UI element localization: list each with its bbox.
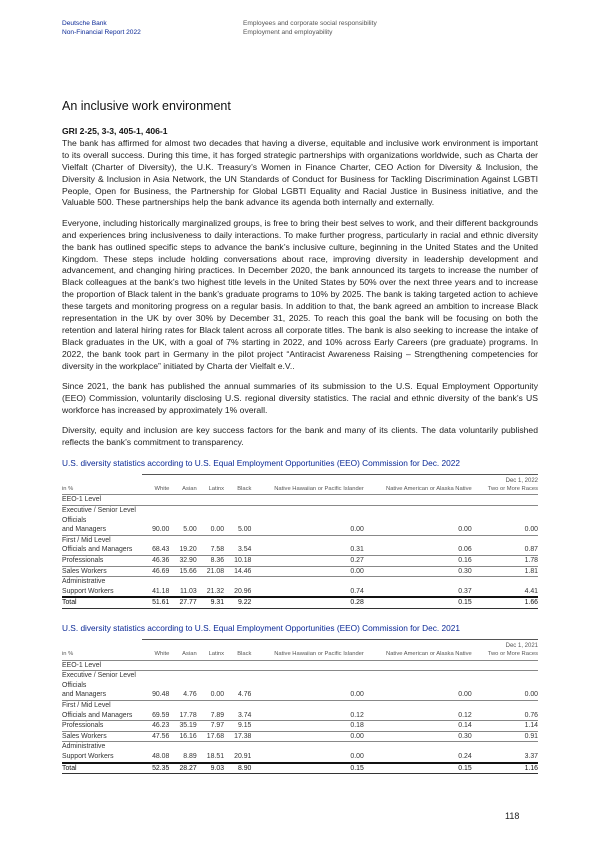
- column-header: Native Hawaiian or Pacific Islander: [251, 651, 363, 660]
- cell-value: 1.66: [472, 597, 538, 609]
- cell-value: 0.15: [364, 763, 472, 775]
- cell-value: 32.90: [169, 556, 196, 567]
- row-label-line: and Managers: [62, 690, 142, 701]
- cell-value: [251, 661, 363, 672]
- row-label: Sales Workers: [62, 732, 142, 743]
- row-label: Sales Workers: [62, 567, 142, 578]
- cell-value: 68.43: [142, 545, 169, 556]
- table-date: Dec 1, 2021: [142, 639, 538, 652]
- cell-value: 0.74: [251, 587, 363, 598]
- table-header-row: [62, 486, 538, 495]
- column-header: Two or More Races: [472, 486, 538, 495]
- cell-value: 0.15: [251, 763, 363, 775]
- paragraph: Since 2021, the bank has published the annual summaries of its submission to the U.S. Equal Employment Opportunity (EEO) Commission, voluntarily disclosing U.S. regional diversity statistics. The racial and ethnic diversity of the bank’s US workforce has increased by approximately 1% overall.: [62, 381, 538, 415]
- cell-value: 0.24: [364, 752, 472, 763]
- row-label-line: Administrative: [62, 743, 106, 751]
- table-row: [62, 711, 538, 722]
- cell-value: 0.00: [251, 690, 363, 701]
- cell-value: 1.14: [472, 721, 538, 732]
- cell-value: 16.16: [169, 732, 196, 743]
- row-label-line: Officials and Managers: [62, 545, 142, 556]
- cell-value: 0.76: [472, 711, 538, 722]
- column-header: Asian: [169, 486, 196, 495]
- cell-value: 17.78: [169, 711, 196, 722]
- section-name: Employees and corporate social responsibility: [243, 20, 377, 27]
- cell-value: 3.74: [224, 711, 251, 722]
- table-row: [62, 752, 538, 763]
- cell-value: 4.76: [224, 690, 251, 701]
- row-label: Total: [62, 763, 142, 775]
- row-label-line: First / Mid Level: [62, 536, 111, 544]
- page-number: 118: [505, 811, 520, 821]
- cell-value: 0.00: [251, 732, 363, 743]
- cell-value: 7.58: [197, 545, 224, 556]
- cell-value: 9.15: [224, 721, 251, 732]
- row-label-line: Executive / Senior Level Officials: [62, 672, 136, 689]
- cell-value: 10.18: [224, 556, 251, 567]
- cell-value: 0.00: [364, 690, 472, 701]
- cell-value: [224, 495, 251, 506]
- cell-value: 0.00: [364, 525, 472, 536]
- tables-container: [62, 458, 538, 774]
- cell-value: 46.23: [142, 721, 169, 732]
- cell-value: 0.87: [472, 545, 538, 556]
- cell-value: [142, 661, 169, 672]
- table-row: [62, 495, 538, 506]
- cell-value: 47.56: [142, 732, 169, 743]
- column-header: Black: [224, 486, 251, 495]
- cell-value: 8.89: [169, 752, 196, 763]
- diversity-table: [62, 639, 538, 774]
- paragraph: The bank has affirmed for almost two decades that having a diverse, equitable and inclusive work environment is important to its overall success. During this time, it has forged strategic partnerships with organizations worldwide, such as Charta der Vielfalt (Charter of Diversity), the U.K. Treasury’s Women in Finance Charter, CEO Action for Diversity & Inclusion, the Diversity & Inclusion in Asia Network, the UN Standards of Conduct for Business for Tackling Discrimination Against LGBTI People, Open for Business, the Partnership for Global LGBTI Equality and Racial Justice in Business initiative, and the Valuable 500. These partnerships help the bank advance its agenda both internally and externally.: [62, 137, 538, 208]
- cell-value: 5.00: [169, 525, 196, 536]
- cell-value: 48.08: [142, 752, 169, 763]
- row-label: EEO-1 Level: [62, 661, 142, 672]
- cell-value: 8.90: [224, 763, 251, 775]
- cell-value: 41.18: [142, 587, 169, 598]
- column-header: Native American or Alaska Native: [364, 486, 472, 495]
- cell-value: [472, 661, 538, 672]
- total-row: [62, 597, 538, 609]
- cell-value: 0.00: [251, 567, 363, 578]
- table-date: Dec 1, 2022: [142, 474, 538, 487]
- table-row: [62, 545, 538, 556]
- table-row: [62, 661, 538, 672]
- cell-value: 51.61: [142, 597, 169, 609]
- cell-value: 0.14: [364, 721, 472, 732]
- table-title: U.S. diversity statistics according to U.S. Equal Employment Opportunities (EEO) Commission for Dec. 2021: [62, 622, 460, 633]
- row-label-line: and Managers: [62, 525, 142, 536]
- cell-value: 0.16: [364, 556, 472, 567]
- cell-value: 0.31: [251, 545, 363, 556]
- cell-value: 0.30: [364, 732, 472, 743]
- cell-value: 0.28: [251, 597, 363, 609]
- cell-value: 7.89: [197, 711, 224, 722]
- cell-value: 0.91: [472, 732, 538, 743]
- cell-value: 11.03: [169, 587, 196, 598]
- table-row: [62, 567, 538, 578]
- cell-value: 0.00: [472, 690, 538, 701]
- total-row: [62, 763, 538, 775]
- paragraph: Diversity, equity and inclusion are key success factors for the bank and many of its clients. The data voluntarily published reflects the bank’s commitment to transparency.: [62, 425, 538, 448]
- cell-value: [224, 661, 251, 672]
- cell-value: 9.22: [224, 597, 251, 609]
- cell-value: 0.00: [472, 525, 538, 536]
- cell-value: [197, 661, 224, 672]
- row-label-line: First / Mid Level: [62, 701, 111, 709]
- cell-value: 28.27: [169, 763, 196, 775]
- column-header: Native American or Alaska Native: [364, 651, 472, 660]
- cell-value: 15.66: [169, 567, 196, 578]
- cell-value: 0.15: [364, 597, 472, 609]
- subsection-name: Employment and employability: [243, 28, 333, 36]
- diversity-table: [62, 474, 538, 609]
- paragraph: Everyone, including historically marginalized groups, is free to bring their best selves to work, and their different backgrounds and experiences bring inclusiveness to daily interactions. To make further progress, particularly in racial and ethnic diversity the bank has outlined specific steps to advance the bank’s inclusive culture, beginning in the United States and the United Kingdom. These steps include holding conversations about race, improving diversity in leadership development and advancement, and changing hiring practices. In December 2020, the bank announced its targets to increase the number of Black colleagues at the bank’s two highest title levels in the United States by 50% over the next three years and to increase the proportion of Black talent in the bank’s graduate programs to 10% by 2025. The bank is taking targeted action to achieve these targets and monitoring progress on a regular basis. In addition to that, the bank agreed an ambition to increase Black representation in the UK by over 30% by December 31, 2025. To reach this goal the bank will be focusing on both the retention and lateral hiring rates for Black talent across all corporate titles. The bank is also seeking to increase the intake of Black graduates in the UK, with a goal of 7% starting in 2022, and 10% across Early Careers (pre graduate) programs. In 2022, the bank took part in Germany in the pilot project “Antiracist Awareness Raising – Strengthening competencies for diversity in the workplace” initiated by Charta der Vielfalt e.V..: [62, 217, 538, 371]
- cell-value: 0.00: [197, 525, 224, 536]
- cell-value: 21.32: [197, 587, 224, 598]
- cell-value: 4.41: [472, 587, 538, 598]
- org-name: Deutsche Bank: [62, 20, 107, 27]
- cell-value: 27.77: [169, 597, 196, 609]
- cell-value: [169, 495, 196, 506]
- cell-value: 9.03: [197, 763, 224, 775]
- table-row: [62, 556, 538, 567]
- cell-value: 20.96: [224, 587, 251, 598]
- table-title: U.S. diversity statistics according to U.S. Equal Employment Opportunities (EEO) Commission for Dec. 2022: [62, 457, 460, 468]
- cell-value: [142, 495, 169, 506]
- main-content: [62, 126, 538, 774]
- column-header: Two or More Races: [472, 651, 538, 660]
- cell-value: [364, 661, 472, 672]
- column-header: in %: [62, 651, 142, 660]
- cell-value: 35.19: [169, 721, 196, 732]
- row-label-line: Support Workers: [62, 752, 142, 763]
- cell-value: 17.68: [197, 732, 224, 743]
- cell-value: 69.59: [142, 711, 169, 722]
- gri-reference: GRI 2-25, 3-3, 405-1, 406-1: [62, 126, 168, 136]
- cell-value: 1.16: [472, 763, 538, 775]
- cell-value: 0.12: [251, 711, 363, 722]
- page-title: An inclusive work environment: [62, 99, 231, 113]
- cell-value: 0.00: [251, 752, 363, 763]
- cell-value: 5.00: [224, 525, 251, 536]
- cell-value: 90.48: [142, 690, 169, 701]
- cell-value: 20.91: [224, 752, 251, 763]
- cell-value: [472, 495, 538, 506]
- cell-value: 0.37: [364, 587, 472, 598]
- row-label: Professionals: [62, 721, 142, 732]
- table-row: [62, 525, 538, 536]
- table-row: [62, 587, 538, 598]
- column-header: Native Hawaiian or Pacific Islander: [251, 486, 363, 495]
- cell-value: 21.08: [197, 567, 224, 578]
- cell-value: 1.78: [472, 556, 538, 567]
- cell-value: 0.12: [364, 711, 472, 722]
- cell-value: 19.20: [169, 545, 196, 556]
- cell-value: 17.38: [224, 732, 251, 743]
- column-header: Black: [224, 651, 251, 660]
- cell-value: 7.97: [197, 721, 224, 732]
- cell-value: 8.36: [197, 556, 224, 567]
- cell-value: 0.18: [251, 721, 363, 732]
- row-label-line: Administrative: [62, 578, 106, 586]
- row-label: Total: [62, 597, 142, 609]
- row-label-line: Officials and Managers: [62, 711, 142, 722]
- cell-value: 46.69: [142, 567, 169, 578]
- row-label-line: Executive / Senior Level Officials: [62, 506, 136, 524]
- cell-value: 14.46: [224, 567, 251, 578]
- table-row: [62, 721, 538, 732]
- table-row: [62, 732, 538, 743]
- cell-value: 0.30: [364, 567, 472, 578]
- cell-value: 4.76: [169, 690, 196, 701]
- row-label-line: Support Workers: [62, 587, 142, 598]
- cell-value: 52.35: [142, 763, 169, 775]
- column-header: Latinx: [197, 486, 224, 495]
- cell-value: 1.81: [472, 567, 538, 578]
- report-name: Non-Financial Report 2022: [62, 28, 141, 36]
- cell-value: [364, 495, 472, 506]
- table-row: [62, 690, 538, 701]
- column-header: White: [142, 486, 169, 495]
- cell-value: 0.00: [251, 525, 363, 536]
- cell-value: 3.37: [472, 752, 538, 763]
- cell-value: 0.27: [251, 556, 363, 567]
- cell-value: 0.00: [197, 690, 224, 701]
- column-header: Latinx: [197, 651, 224, 660]
- cell-value: 46.36: [142, 556, 169, 567]
- cell-value: 0.06: [364, 545, 472, 556]
- row-label: EEO-1 Level: [62, 495, 142, 506]
- cell-value: [251, 495, 363, 506]
- table-header-row: [62, 651, 538, 660]
- cell-value: 9.31: [197, 597, 224, 609]
- cell-value: [169, 661, 196, 672]
- cell-value: 3.54: [224, 545, 251, 556]
- column-header: in %: [62, 486, 142, 495]
- report-header-left: [62, 20, 141, 37]
- cell-value: [197, 495, 224, 506]
- cell-value: 90.00: [142, 525, 169, 536]
- column-header: White: [142, 651, 169, 660]
- row-label: Professionals: [62, 556, 142, 567]
- column-header: Asian: [169, 651, 196, 660]
- cell-value: 18.51: [197, 752, 224, 763]
- report-header-right: [243, 20, 377, 37]
